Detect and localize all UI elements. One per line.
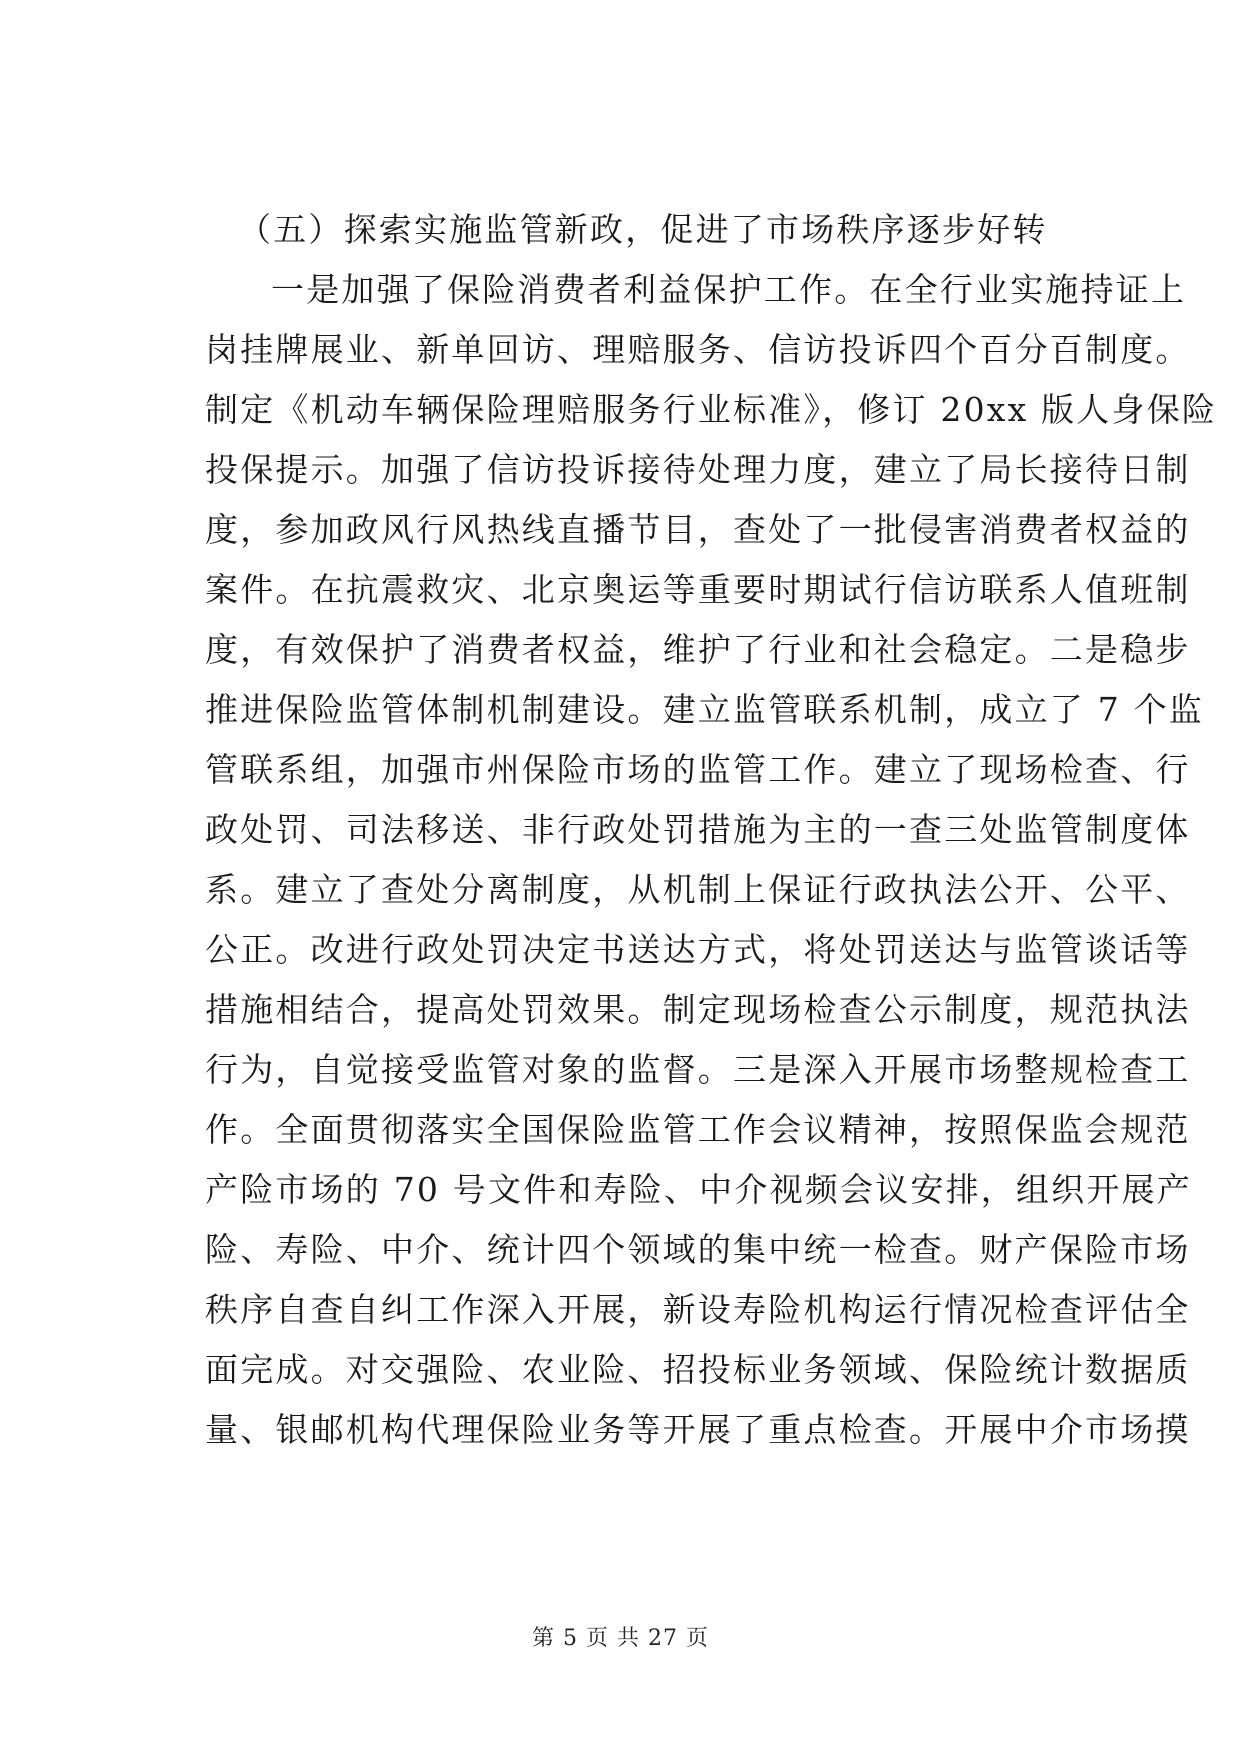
body-line: 秩序自查自纠工作深入开展，新设寿险机构运行情况检查评估全 bbox=[205, 1290, 1191, 1329]
body-line: 管联系组，加强市州保险市场的监管工作。建立了现场检查、行 bbox=[205, 750, 1191, 789]
page-footer: 第 5 页 共 27 页 bbox=[532, 1626, 709, 1651]
body-line: 政处罚、司法移送、非行政处罚措施为主的一查三处监管制度体 bbox=[205, 810, 1191, 849]
body-line: 投保提示。加强了信访投诉接待处理力度，建立了局长接待日制 bbox=[205, 450, 1191, 489]
body-line: 一是加强了保险消费者利益保护工作。在全行业实施持证上 bbox=[271, 270, 1187, 309]
body-line: 作。全面贯彻落实全国保险监管工作会议精神，按照保监会规范 bbox=[205, 1110, 1191, 1149]
body-line: 案件。在抗震救灾、北京奥运等重要时期试行信访联系人值班制 bbox=[205, 570, 1191, 609]
body-line: 系。建立了查处分离制度，从机制上保证行政执法公开、公平、 bbox=[205, 870, 1191, 909]
body-line: 行为，自觉接受监管对象的监督。三是深入开展市场整规检查工 bbox=[205, 1050, 1191, 1089]
body-line: 面完成。对交强险、农业险、招投标业务领域、保险统计数据质 bbox=[205, 1350, 1191, 1389]
body-line: 岗挂牌展业、新单回访、理赔服务、信访投诉四个百分百制度。 bbox=[205, 330, 1191, 369]
body-line: 产险市场的 70 号文件和寿险、中介视频会议安排，组织开展产 bbox=[205, 1170, 1192, 1209]
section-heading: （五）探索实施监管新政，促进了市场秩序逐步好转 bbox=[238, 210, 1048, 249]
body-line: 量、银邮机构代理保险业务等开展了重点检查。开展中介市场摸 bbox=[205, 1410, 1191, 1449]
body-line: 措施相结合，提高处罚效果。制定现场检查公示制度，规范执法 bbox=[205, 990, 1191, 1029]
body-line: 度，参加政风行风热线直播节目，查处了一批侵害消费者权益的 bbox=[205, 510, 1191, 549]
body-line: 制定《机动车辆保险理赔服务行业标准》，修订 20xx 版人身保险 bbox=[205, 390, 1218, 429]
body-line: 险、寿险、中介、统计四个领域的集中统一检查。财产保险市场 bbox=[205, 1230, 1191, 1269]
body-line: 公正。改进行政处罚决定书送达方式，将处罚送达与监管谈话等 bbox=[205, 930, 1191, 969]
body-line: 推进保险监管体制机制建设。建立监管联系机制，成立了 7 个监 bbox=[205, 690, 1204, 729]
body-line: 度，有效保护了消费者权益，维护了行业和社会稳定。二是稳步 bbox=[205, 630, 1191, 669]
